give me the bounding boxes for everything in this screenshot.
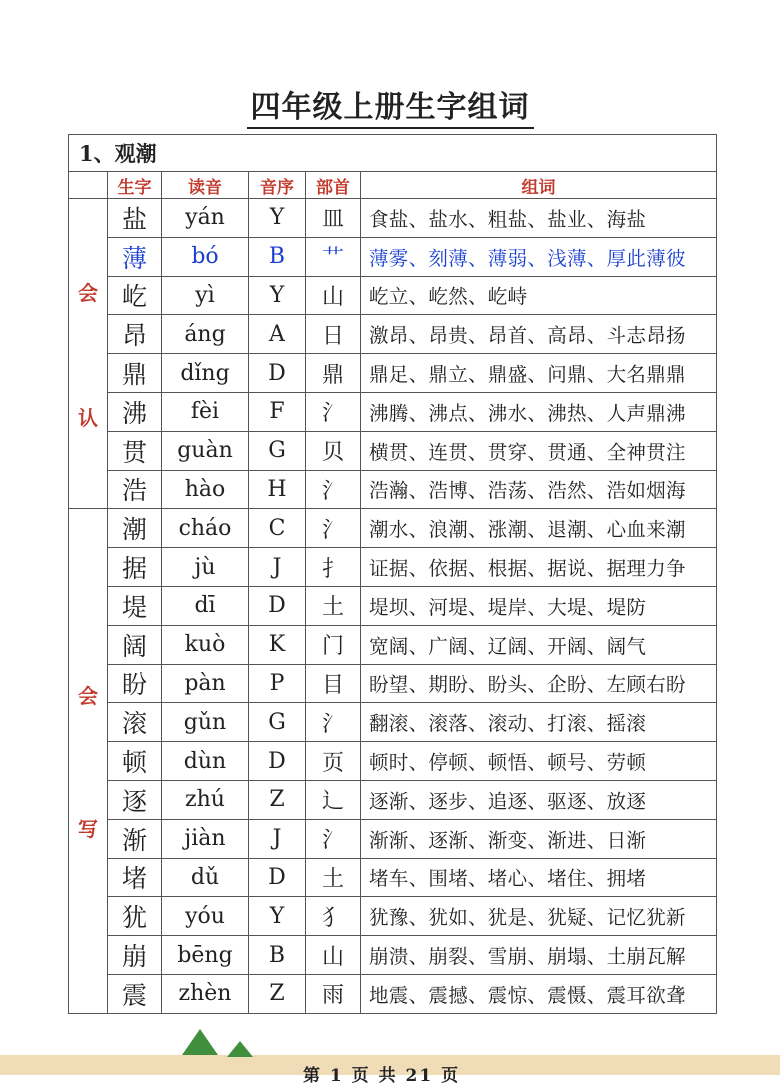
- table-row: [69, 237, 717, 276]
- cell-char: 逐: [108, 780, 162, 819]
- group-header-cell: [69, 172, 108, 199]
- cell-radical: 日: [306, 315, 361, 354]
- cell-pinyin: kuò: [162, 625, 249, 664]
- cell-pinyin: bēng: [162, 936, 249, 975]
- page-title: 四年级上册生字组词: [0, 82, 780, 126]
- table-row: [69, 586, 717, 625]
- table-row: [69, 199, 717, 238]
- cell-radical: 鼎: [306, 354, 361, 393]
- col-order-header: 音序: [249, 172, 306, 199]
- cell-order: D: [249, 586, 306, 625]
- cell-order: Z: [249, 974, 306, 1013]
- group-label-char: 会: [78, 280, 98, 305]
- col-pinyin-header: 读音: [162, 172, 249, 199]
- cell-words: 屹立、屹然、屹峙: [361, 276, 717, 315]
- col-radical-header: 部首: [306, 172, 361, 199]
- cell-order: J: [249, 548, 306, 587]
- cell-order: K: [249, 625, 306, 664]
- cell-words: 犹豫、犹如、犹是、犹疑、记忆犹新: [361, 897, 717, 936]
- cell-radical: 页: [306, 742, 361, 781]
- table-row: [69, 392, 717, 431]
- tree-icon: [182, 1029, 218, 1055]
- cell-order: A: [249, 315, 306, 354]
- cell-order: H: [249, 470, 306, 509]
- table-row: [69, 509, 717, 548]
- table-row: [69, 897, 717, 936]
- cell-words: 逐渐、逐步、追逐、驱逐、放逐: [361, 780, 717, 819]
- cell-words: 潮水、浪潮、涨潮、退潮、心血来潮: [361, 509, 717, 548]
- cell-radical: 氵: [306, 392, 361, 431]
- cell-order: F: [249, 392, 306, 431]
- cell-radical: 目: [306, 664, 361, 703]
- cell-pinyin: hào: [162, 470, 249, 509]
- cell-char: 崩: [108, 936, 162, 975]
- tree-icon: [227, 1041, 253, 1057]
- cell-words: 盼望、期盼、盼头、企盼、左顾右盼: [361, 664, 717, 703]
- table-row: [69, 936, 717, 975]
- table-row: [69, 858, 717, 897]
- cell-pinyin: fèi: [162, 392, 249, 431]
- cell-order: G: [249, 431, 306, 470]
- col-words-header: 组词: [361, 172, 717, 199]
- cell-pinyin: jiàn: [162, 819, 249, 858]
- page-footer: [0, 1055, 780, 1086]
- cell-char: 鼎: [108, 354, 162, 393]
- group-label-char: 写: [78, 817, 98, 842]
- cell-words: 堵车、围堵、堵心、堵住、拥堵: [361, 858, 717, 897]
- cell-radical: 皿: [306, 199, 361, 238]
- cell-char: 潮: [108, 509, 162, 548]
- cell-pinyin: gǔn: [162, 703, 249, 742]
- cell-words: 薄雾、刻薄、薄弱、浅薄、厚此薄彼: [361, 237, 717, 276]
- cell-pinyin: guàn: [162, 431, 249, 470]
- cell-order: Y: [249, 897, 306, 936]
- header-row: [69, 172, 717, 199]
- table-row: [69, 664, 717, 703]
- cell-order: G: [249, 703, 306, 742]
- cell-words: 地震、震撼、震惊、震慑、震耳欲聋: [361, 974, 717, 1013]
- group-label-char: 会: [78, 684, 98, 709]
- cell-radical: 氵: [306, 470, 361, 509]
- cell-char: 盐: [108, 199, 162, 238]
- table-row: [69, 703, 717, 742]
- cell-pinyin: zhèn: [162, 974, 249, 1013]
- cell-order: Y: [249, 199, 306, 238]
- cell-order: Y: [249, 276, 306, 315]
- cell-words: 证据、依据、根据、据说、据理力争: [361, 548, 717, 587]
- cell-pinyin: yì: [162, 276, 249, 315]
- cell-radical: 氵: [306, 703, 361, 742]
- cell-radical: 土: [306, 858, 361, 897]
- cell-pinyin: yóu: [162, 897, 249, 936]
- table-row: [69, 780, 717, 819]
- cell-pinyin: dùn: [162, 742, 249, 781]
- cell-words: 顿时、停顿、顿悟、顿号、劳顿: [361, 742, 717, 781]
- cell-words: 崩溃、崩裂、雪崩、崩塌、土崩瓦解: [361, 936, 717, 975]
- cell-words: 宽阔、广阔、辽阔、开阔、阔气: [361, 625, 717, 664]
- cell-pinyin: cháo: [162, 509, 249, 548]
- cell-pinyin: dī: [162, 586, 249, 625]
- cell-radical: 辶: [306, 780, 361, 819]
- table-row: [69, 354, 717, 393]
- group-label: [69, 199, 108, 509]
- cell-radical: 氵: [306, 509, 361, 548]
- cell-order: J: [249, 819, 306, 858]
- table-row: [69, 548, 717, 587]
- cell-pinyin: bó: [162, 237, 249, 276]
- cell-order: D: [249, 742, 306, 781]
- cell-radical: 土: [306, 586, 361, 625]
- cell-words: 渐渐、逐渐、渐变、渐进、日渐: [361, 819, 717, 858]
- cell-words: 翻滚、滚落、滚动、打滚、摇滚: [361, 703, 717, 742]
- group-label-char: 认: [78, 405, 98, 430]
- col-char-header: 生字: [108, 172, 162, 199]
- cell-order: B: [249, 237, 306, 276]
- cell-char: 沸: [108, 392, 162, 431]
- table-row: [69, 470, 717, 509]
- cell-radical: 门: [306, 625, 361, 664]
- cell-radical: 雨: [306, 974, 361, 1013]
- table-row: [69, 431, 717, 470]
- cell-radical: 山: [306, 936, 361, 975]
- table-row: [69, 974, 717, 1013]
- cell-pinyin: áng: [162, 315, 249, 354]
- cell-char: 盼: [108, 664, 162, 703]
- cell-order: D: [249, 858, 306, 897]
- cell-pinyin: dǐng: [162, 354, 249, 393]
- cell-radical: 艹: [306, 237, 361, 276]
- cell-char: 堵: [108, 858, 162, 897]
- cell-radical: 山: [306, 276, 361, 315]
- group-label: [69, 509, 108, 1013]
- cell-words: 沸腾、沸点、沸水、沸热、人声鼎沸: [361, 392, 717, 431]
- cell-radical: 氵: [306, 819, 361, 858]
- table-row: [69, 315, 717, 354]
- cell-pinyin: zhú: [162, 780, 249, 819]
- cell-order: C: [249, 509, 306, 548]
- cell-pinyin: dǔ: [162, 858, 249, 897]
- cell-pinyin: pàn: [162, 664, 249, 703]
- cell-char: 浩: [108, 470, 162, 509]
- page-number: 第 1 页 共 21 页: [303, 1066, 461, 1086]
- cell-char: 滚: [108, 703, 162, 742]
- cell-words: 食盐、盐水、粗盐、盐业、海盐: [361, 199, 717, 238]
- cell-char: 震: [108, 974, 162, 1013]
- lesson-title: 1、观潮: [69, 135, 717, 172]
- cell-order: D: [249, 354, 306, 393]
- cell-pinyin: yán: [162, 199, 249, 238]
- table-row: [69, 742, 717, 781]
- cell-char: 贯: [108, 431, 162, 470]
- cell-char: 屹: [108, 276, 162, 315]
- cell-char: 渐: [108, 819, 162, 858]
- table-row: [69, 276, 717, 315]
- cell-pinyin: jù: [162, 548, 249, 587]
- cell-char: 薄: [108, 237, 162, 276]
- cell-order: B: [249, 936, 306, 975]
- cell-order: P: [249, 664, 306, 703]
- cell-radical: 贝: [306, 431, 361, 470]
- cell-char: 顿: [108, 742, 162, 781]
- vocab-table: [68, 134, 717, 1014]
- cell-char: 犹: [108, 897, 162, 936]
- cell-char: 昂: [108, 315, 162, 354]
- cell-words: 堤坝、河堤、堤岸、大堤、堤防: [361, 586, 717, 625]
- cell-order: Z: [249, 780, 306, 819]
- cell-words: 鼎足、鼎立、鼎盛、问鼎、大名鼎鼎: [361, 354, 717, 393]
- table-row: [69, 819, 717, 858]
- cell-char: 堤: [108, 586, 162, 625]
- cell-radical: 扌: [306, 548, 361, 587]
- table-row: [69, 625, 717, 664]
- cell-words: 横贯、连贯、贯穿、贯通、全神贯注: [361, 431, 717, 470]
- cell-words: 激昂、昂贵、昂首、高昂、斗志昂扬: [361, 315, 717, 354]
- cell-radical: 犭: [306, 897, 361, 936]
- cell-words: 浩瀚、浩博、浩荡、浩然、浩如烟海: [361, 470, 717, 509]
- cell-char: 据: [108, 548, 162, 587]
- cell-char: 阔: [108, 625, 162, 664]
